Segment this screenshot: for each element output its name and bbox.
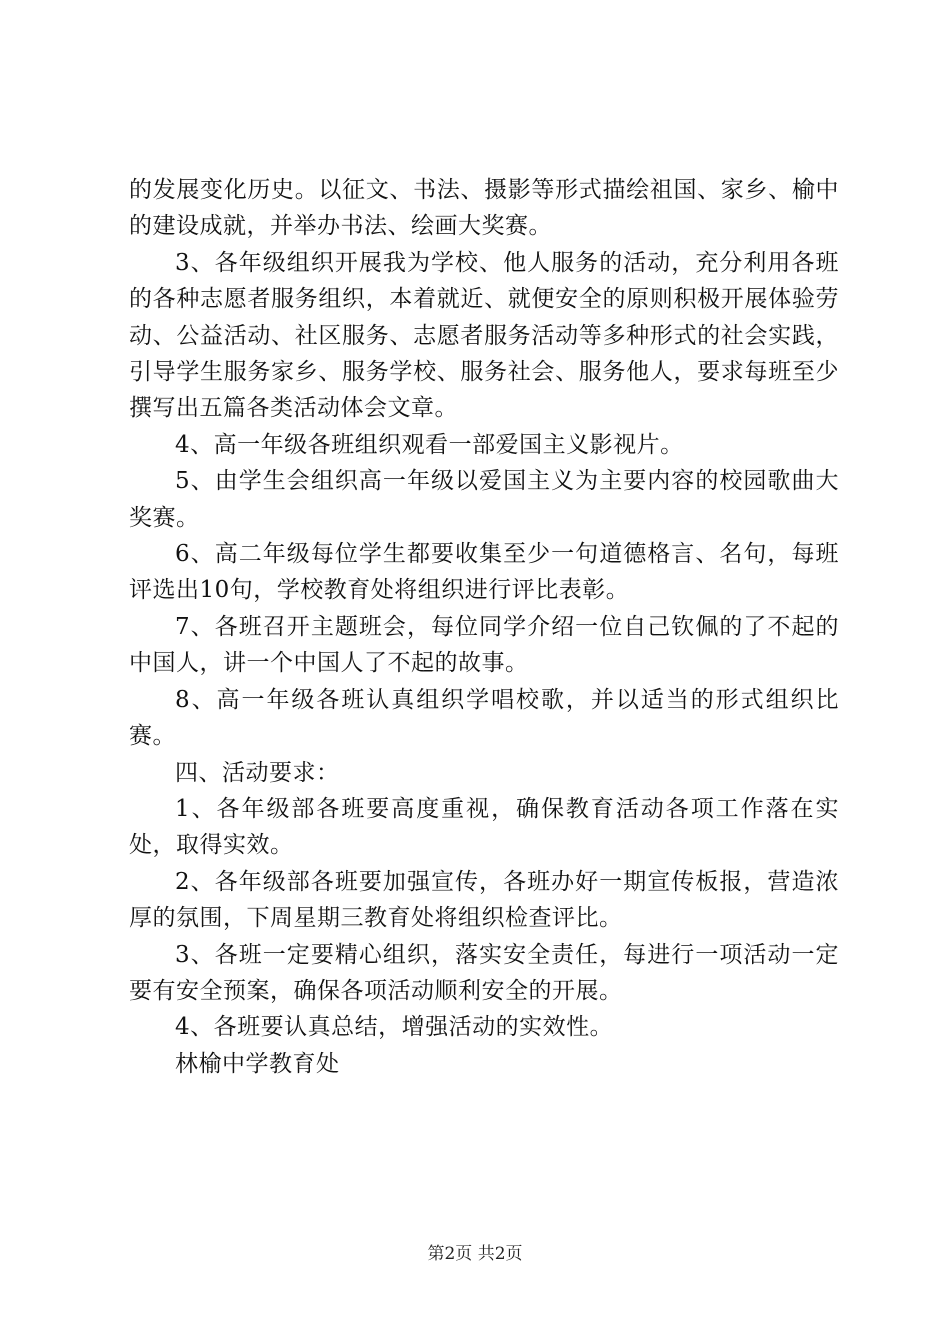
requirement-item-2: 2、各年级部各班要加强宣传，各班办好一期宣传板报，营造浓厚的氛围，下周星期三教育处将组织检查评比。 [129, 868, 839, 932]
page-number-indicator: 第2页 共2页 [427, 1244, 523, 1264]
document-body [129, 172, 839, 1082]
activity-item-6: 6、高二年级每位学生都要收集至少一句道德格言、名句，每班评选出10句，学校教育处将组织进行评比表彰。 [129, 541, 839, 604]
activity-item-5: 5、由学生会组织高一年级以爱国主义为主要内容的校园歌曲大奖赛。 [129, 468, 839, 531]
activity-item-7: 7、各班召开主题班会，每位同学介绍一位自己钦佩的了不起的中国人，讲一个中国人了不起的故事。 [129, 613, 839, 677]
activity-item-8: 8、高一年级各班认真组织学唱校歌，并以适当的形式组织比赛。 [129, 686, 839, 750]
section-heading-requirements: 四、活动要求： [175, 759, 340, 786]
signature-line: 林榆中学教育处 [175, 1050, 340, 1077]
requirement-item-4: 4、各班要认真总结，增强活动的实效性。 [175, 1014, 614, 1041]
page-footer [0, 1243, 950, 1265]
activity-item-4: 4、高一年级各班组织观看一部爱国主义影视片。 [175, 431, 684, 458]
requirement-item-3: 3、各班一定要精心组织，落实安全责任，每进行一项活动一定要有安全预案，确保各项活动顺利安全的开展。 [129, 941, 839, 1004]
continued-paragraph: 的发展变化历史。以征文、书法、摄影等形式描绘祖国、家乡、榆中的建设成就，并举办书法、绘画大奖赛。 [129, 177, 839, 240]
requirement-item-1: 1、各年级部各班要高度重视，确保教育活动各项工作落在实处，取得实效。 [129, 795, 839, 859]
activity-item-3: 3、各年级组织开展我为学校、他人服务的活动，充分利用各班的各种志愿者服务组织，本着就近、就便安全的原则积极开展体验劳动、公益活动、社区服务、志愿者服务活动等多种形式的社会实践，引导学生服务家乡、服务学校、服务社会、服务他人，要求每班至少撰写出五篇各类活动体会文章。 [129, 249, 839, 422]
